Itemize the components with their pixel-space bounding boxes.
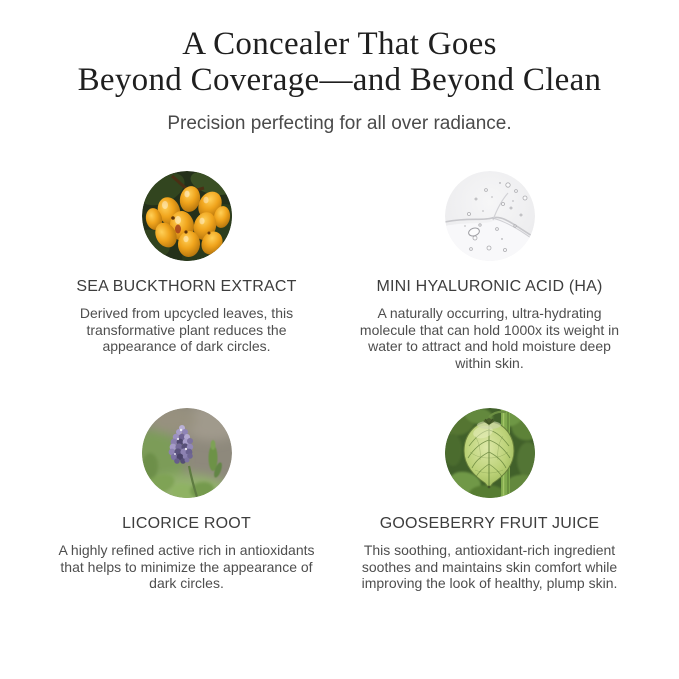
page-subtitle: Precision perfecting for all over radiance. — [167, 113, 512, 134]
ingredient-name: LICORICE ROOT — [122, 515, 251, 532]
hyaluronic-gel-texture-photo — [445, 171, 535, 261]
gooseberry-fruit-photo — [445, 408, 535, 498]
page-title-line1: A Concealer That Goes — [182, 26, 497, 62]
ingredient-card-licorice-root — [37, 408, 337, 592]
ingredient-description: This soothing, antioxidant-rich ingredient soothes and maintains skin comfort while improving the look of healthy, plump skin. — [361, 542, 618, 591]
ingredient-grid — [0, 171, 679, 592]
ingredient-name: SEA BUCKTHORN EXTRACT — [76, 278, 297, 295]
sea-buckthorn-berries-photo — [142, 171, 232, 261]
ingredient-name: MINI HYALURONIC ACID (HA) — [376, 278, 603, 295]
ingredient-description: A naturally occurring, ultra-hydrating molecule that can hold 1000x its weight in water to attract and hold moisture deep within skin. — [359, 305, 620, 371]
licorice-flower-photo — [142, 408, 232, 498]
ingredient-description: Derived from upcycled leaves, this transformative plant reduces the appearance of dark circles. — [79, 305, 294, 354]
ingredient-name: GOOSEBERRY FRUIT JUICE — [379, 515, 600, 532]
ingredient-card-gooseberry — [337, 408, 643, 592]
ingredient-card-sea-buckthorn — [37, 171, 337, 355]
page-title — [0, 26, 679, 98]
ingredient-card-hyaluronic-acid — [337, 171, 643, 371]
ingredient-description: A highly refined active rich in antioxidants that helps to minimize the appearance of dark circles. — [58, 542, 315, 591]
header — [0, 0, 679, 135]
page-title-line2: Beyond Coverage—and Beyond Clean — [77, 62, 602, 98]
